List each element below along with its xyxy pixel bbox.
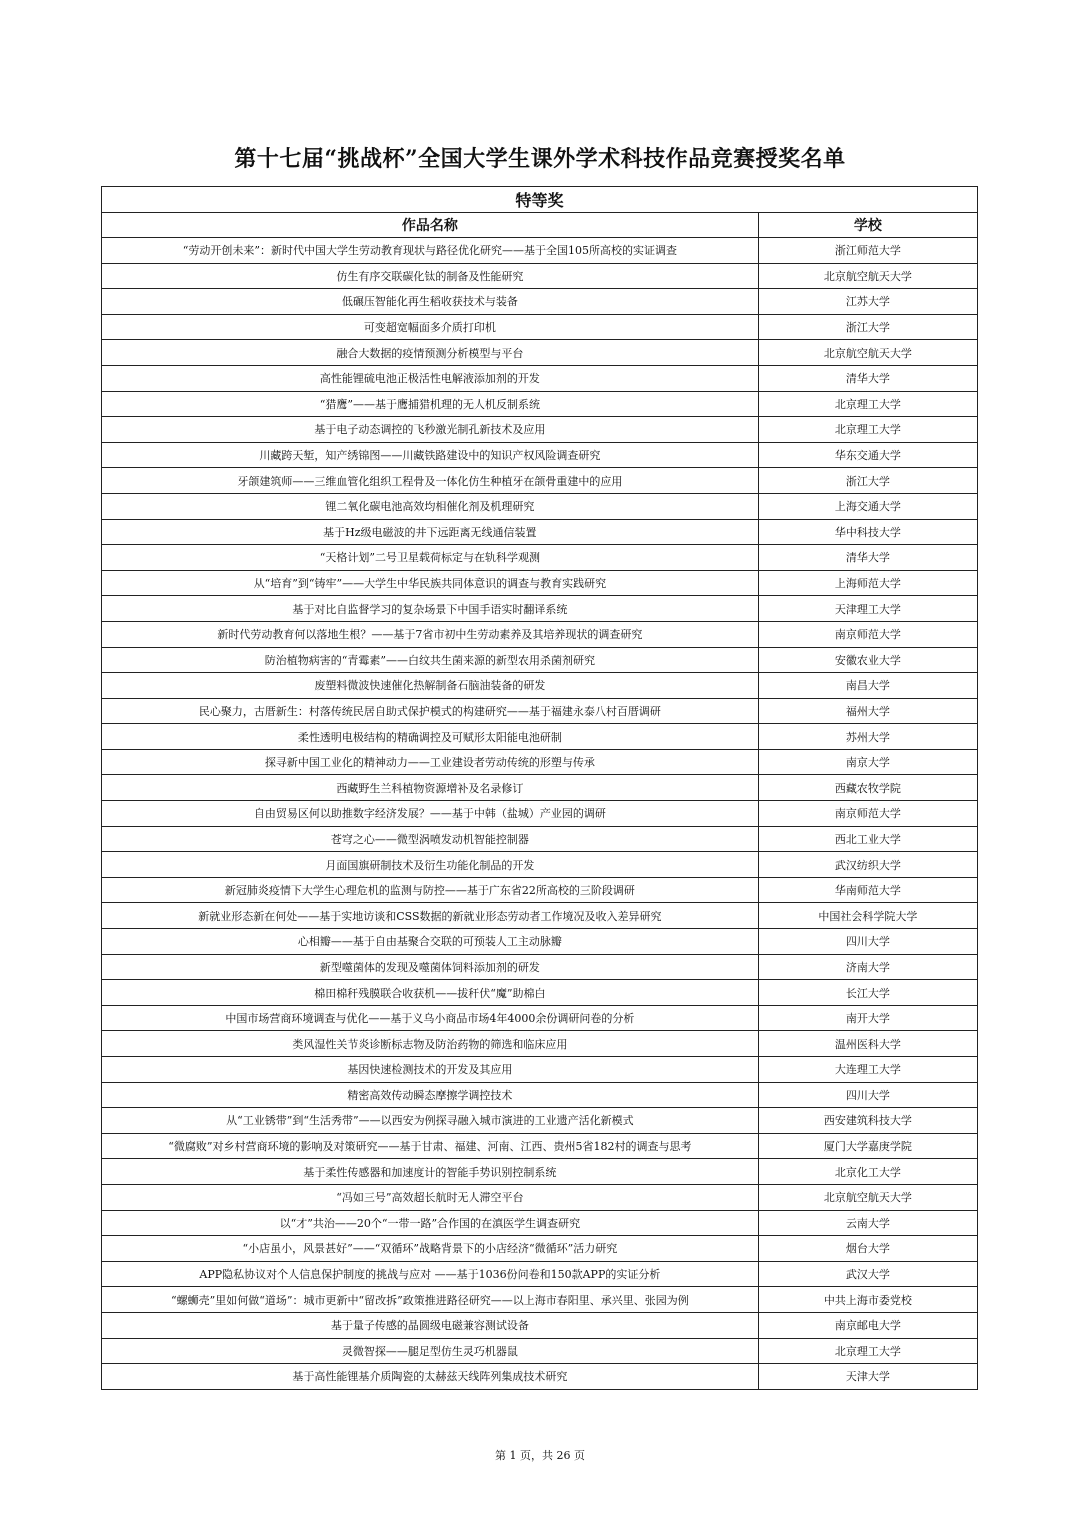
table-row	[102, 1133, 978, 1159]
work-name-cell: 高性能锂硫电池正极活性电解液添加剂的开发	[102, 365, 759, 391]
page-title: 第十七届“挑战杯”全国大学生课外学术科技作品竞赛授奖名单	[234, 146, 846, 172]
work-name-cell: 自由贸易区何以助推数字经济发展？——基于中韩（盐城）产业园的调研	[102, 801, 759, 827]
school-cell: 南昌大学	[758, 673, 977, 699]
work-name-cell: 新型噬菌体的发现及噬菌体饲料添加剂的研发	[102, 954, 759, 980]
work-name-cell: 柔性透明电极结构的精确调控及可赋形太阳能电池研制	[102, 724, 759, 750]
school-cell: 上海师范大学	[758, 570, 977, 596]
school-cell: 华南师范大学	[758, 877, 977, 903]
table-row	[102, 1364, 978, 1390]
school-cell: 四川大学	[758, 929, 977, 955]
work-name-cell: 基于Hz级电磁波的井下远距离无线通信装置	[102, 519, 759, 545]
work-name-cell: 民心聚力，古厝新生：村落传统民居自助式保护模式的构建研究——基于福建永泰八村百厝调研	[102, 698, 759, 724]
school-cell: 北京航空航天大学	[758, 340, 977, 366]
table-row	[102, 1261, 978, 1287]
school-cell: 中国社会科学院大学	[758, 903, 977, 929]
table-row	[102, 596, 978, 622]
header-row	[102, 213, 978, 238]
work-name-cell: 从“工业锈带”到“生活秀带”——以西安为例探寻融入城市演进的工业遗产活化新模式	[102, 1108, 759, 1134]
school-cell: 厦门大学嘉庚学院	[758, 1133, 977, 1159]
work-name-cell: 川藏跨天堑，知产绣锦图——川藏铁路建设中的知识产权风险调查研究	[102, 442, 759, 468]
table-row	[102, 340, 978, 366]
school-cell: 北京理工大学	[758, 391, 977, 417]
table-row	[102, 852, 978, 878]
school-cell: 华中科技大学	[758, 519, 977, 545]
work-name-cell: 探寻新中国工业化的精神动力——工业建设者劳动传统的形塑与传承	[102, 749, 759, 775]
work-name-cell: 基于量子传感的晶圆级电磁兼容测试设备	[102, 1312, 759, 1338]
school-cell: 清华大学	[758, 365, 977, 391]
award-table	[101, 186, 978, 1390]
work-name-cell: 可变超宽幅面多介质打印机	[102, 314, 759, 340]
table-row	[102, 826, 978, 852]
work-name-cell: “天格计划”二号卫星载荷标定与在轨科学观测	[102, 545, 759, 571]
work-name-cell: “劳动开创未来”：新时代中国大学生劳动教育现状与路径优化研究——基于全国105所高校的实证调查	[102, 238, 759, 264]
table-row	[102, 263, 978, 289]
table-row	[102, 1236, 978, 1262]
table-row	[102, 468, 978, 494]
school-cell: 清华大学	[758, 545, 977, 571]
table-row	[102, 1210, 978, 1236]
table-row	[102, 1312, 978, 1338]
school-cell: 北京理工大学	[758, 417, 977, 443]
school-cell: 北京航空航天大学	[758, 263, 977, 289]
work-name-cell: 从“培育”到“铸牢”——大学生中华民族共同体意识的调查与教育实践研究	[102, 570, 759, 596]
table-row	[102, 238, 978, 264]
school-cell: 苏州大学	[758, 724, 977, 750]
table-row	[102, 391, 978, 417]
table-row	[102, 1057, 978, 1083]
table-row	[102, 314, 978, 340]
work-name-cell: 类风湿性关节炎诊断标志物及防治药物的筛选和临床应用	[102, 1031, 759, 1057]
school-cell: 西安建筑科技大学	[758, 1108, 977, 1134]
school-cell: 浙江大学	[758, 314, 977, 340]
work-name-cell: 苍穹之心——微型涡喷发动机智能控制器	[102, 826, 759, 852]
table-row	[102, 570, 978, 596]
table-row	[102, 1287, 978, 1313]
school-cell: 大连理工大学	[758, 1057, 977, 1083]
table-row	[102, 954, 978, 980]
table-row	[102, 903, 978, 929]
school-cell: 江苏大学	[758, 289, 977, 315]
work-name-cell: 棉田棉秆残膜联合收获机——拔秆伏“魔”助棉白	[102, 980, 759, 1006]
table-row	[102, 929, 978, 955]
work-name-cell: 心相瓣——基于自由基聚合交联的可预装人工主动脉瓣	[102, 929, 759, 955]
school-cell: 南京大学	[758, 749, 977, 775]
work-name-cell: 中国市场营商环境调查与优化——基于义乌小商品市场4年4000余份调研问卷的分析	[102, 1005, 759, 1031]
work-name-cell: 低碾压智能化再生稻收获技术与装备	[102, 289, 759, 315]
work-name-cell: “猎鹰”——基于鹰捕猎机理的无人机反制系统	[102, 391, 759, 417]
page-footer: 第 1 页，共 26 页	[495, 1449, 585, 1462]
school-cell: 温州医科大学	[758, 1031, 977, 1057]
work-name-cell: 基于电子动态调控的飞秒激光制孔新技术及应用	[102, 417, 759, 443]
school-cell: 浙江师范大学	[758, 238, 977, 264]
work-name-cell: 融合大数据的疫情预测分析模型与平台	[102, 340, 759, 366]
work-name-cell: 基于柔性传感器和加速度计的智能手势识别控制系统	[102, 1159, 759, 1185]
work-name-cell: 仿生有序交联碳化钛的制备及性能研究	[102, 263, 759, 289]
work-name-cell: “螺蛳壳”里如何做“道场”：城市更新中“留改拆”政策推进路径研究——以上海市春阳里、承兴里、张园为例	[102, 1287, 759, 1313]
table-row	[102, 519, 978, 545]
work-name-cell: 锂二氧化碳电池高效均相催化剂及机理研究	[102, 493, 759, 519]
table-row	[102, 801, 978, 827]
table-row	[102, 1108, 978, 1134]
school-cell: 天津理工大学	[758, 596, 977, 622]
table-row	[102, 1159, 978, 1185]
table-row	[102, 775, 978, 801]
school-cell: 长江大学	[758, 980, 977, 1006]
table-row	[102, 1184, 978, 1210]
work-name-cell: 基于对比自监督学习的复杂场景下中国手语实时翻译系统	[102, 596, 759, 622]
table-row	[102, 673, 978, 699]
work-name-cell: 以“才”共治——20个“一带一路”合作国的在滇医学生调查研究	[102, 1210, 759, 1236]
table-row	[102, 698, 978, 724]
school-cell: 安徽农业大学	[758, 647, 977, 673]
work-name-cell: “小店虽小，风景甚好”——“双循环”战略背景下的小店经济“微循环”活力研究	[102, 1236, 759, 1262]
school-cell: 南京邮电大学	[758, 1312, 977, 1338]
school-cell: 华东交通大学	[758, 442, 977, 468]
school-cell: 北京理工大学	[758, 1338, 977, 1364]
table-row	[102, 365, 978, 391]
work-name-cell: 精密高效传动瞬态摩擦学调控技术	[102, 1082, 759, 1108]
work-name-cell: APP隐私协议对个人信息保护制度的挑战与应对 ——基于1036份问卷和150款APP的实证分析	[102, 1261, 759, 1287]
table-row	[102, 1031, 978, 1057]
school-cell: 西藏农牧学院	[758, 775, 977, 801]
school-cell: 南京师范大学	[758, 801, 977, 827]
work-name-cell: 废塑料微波快速催化热解制备石脑油装备的研发	[102, 673, 759, 699]
school-cell: 南京师范大学	[758, 621, 977, 647]
work-name-cell: 基于高性能锂基介质陶瓷的太赫兹天线阵列集成技术研究	[102, 1364, 759, 1390]
category-row	[102, 187, 978, 213]
school-cell: 济南大学	[758, 954, 977, 980]
table-row	[102, 289, 978, 315]
header-work-name: 作品名称	[102, 213, 759, 238]
school-cell: 西北工业大学	[758, 826, 977, 852]
work-name-cell: 新时代劳动教育何以落地生根？——基于7省市初中生劳动素养及其培养现状的调查研究	[102, 621, 759, 647]
school-cell: 武汉大学	[758, 1261, 977, 1287]
work-name-cell: 新就业形态新在何处——基于实地访谈和CSS数据的新就业形态劳动者工作境况及收入差异研究	[102, 903, 759, 929]
school-cell: 浙江大学	[758, 468, 977, 494]
table-row	[102, 545, 978, 571]
school-cell: 南开大学	[758, 1005, 977, 1031]
work-name-cell: “冯如三号”高效超长航时无人滞空平台	[102, 1184, 759, 1210]
school-cell: 北京化工大学	[758, 1159, 977, 1185]
work-name-cell: 基因快速检测技术的开发及其应用	[102, 1057, 759, 1083]
school-cell: 四川大学	[758, 1082, 977, 1108]
table-row	[102, 442, 978, 468]
work-name-cell: “微腐败”对乡村营商环境的影响及对策研究——基于甘肃、福建、河南、江西、贵州5省182村的调查与思考	[102, 1133, 759, 1159]
table-row	[102, 749, 978, 775]
category-label: 特等奖	[102, 187, 978, 213]
school-cell: 中共上海市委党校	[758, 1287, 977, 1313]
table-row	[102, 1005, 978, 1031]
school-cell: 烟台大学	[758, 1236, 977, 1262]
work-name-cell: 灵微智探——腿足型仿生灵巧机器鼠	[102, 1338, 759, 1364]
table-row	[102, 1082, 978, 1108]
header-school: 学校	[758, 213, 977, 238]
school-cell: 北京航空航天大学	[758, 1184, 977, 1210]
work-name-cell: 新冠肺炎疫情下大学生心理危机的监测与防控——基于广东省22所高校的三阶段调研	[102, 877, 759, 903]
work-name-cell: 防治植物病害的“青霉素”——白纹共生菌来源的新型农用杀菌剂研究	[102, 647, 759, 673]
school-cell: 福州大学	[758, 698, 977, 724]
school-cell: 云南大学	[758, 1210, 977, 1236]
work-name-cell: 牙颌建筑师——三维血管化组织工程骨及一体化仿生种植牙在颌骨重建中的应用	[102, 468, 759, 494]
school-cell: 武汉纺织大学	[758, 852, 977, 878]
school-cell: 上海交通大学	[758, 493, 977, 519]
work-name-cell: 月面国旗研制技术及衍生功能化制品的开发	[102, 852, 759, 878]
table-row	[102, 647, 978, 673]
table-row	[102, 877, 978, 903]
work-name-cell: 西藏野生兰科植物资源增补及名录修订	[102, 775, 759, 801]
table-row	[102, 980, 978, 1006]
table-row	[102, 417, 978, 443]
table-row	[102, 493, 978, 519]
table-row	[102, 1338, 978, 1364]
table-row	[102, 724, 978, 750]
school-cell: 天津大学	[758, 1364, 977, 1390]
table-row	[102, 621, 978, 647]
